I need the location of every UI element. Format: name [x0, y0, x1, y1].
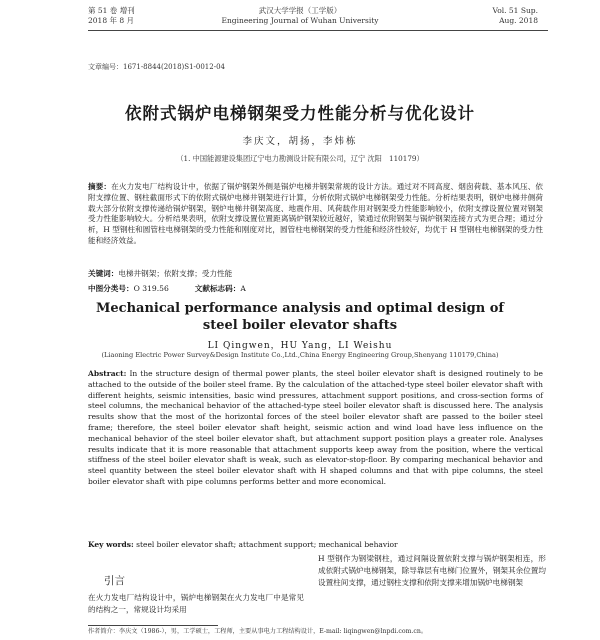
paper-title-cn: 依附式锅炉电梯钢架受力性能分析与优化设计 [125, 104, 475, 123]
date-en: Aug. 2018 [499, 16, 538, 25]
keywords-en-text: steel boiler elevator shaft; attachment support; mechanical behavior [136, 540, 398, 549]
body-column-left: 在火力发电厂结构设计中，锅炉电梯钢架在火力发电厂中是常见的结构之一，常规设计均采用 [88, 593, 304, 615]
clc-value: O 319.56 [133, 284, 169, 293]
keywords-en-label: Key words: [88, 540, 134, 549]
paper-title-en [0, 300, 600, 334]
doc-code-label: 文献标志码： [194, 284, 241, 293]
section-heading-introduction: 引言 [104, 575, 125, 587]
affiliation-en: (Liaoning Electric Power Survey&Design Institute Co.,Ltd.,China Energy Engineering Group,Shenyang 110179,China) [101, 351, 499, 359]
abstract-cn-label: 摘要： [88, 182, 112, 191]
body-column-right: H 型钢作为钢梁钢柱，通过间隔设置依附支撑与锅炉钢架相连，形成依附式锅炉电梯钢架，除导靠层有电梯门位置外，钢架其余位置均设置柱间支撑，通过钢柱支撑和依附支撑来增加锅炉电梯钢架 [318, 554, 546, 588]
doc-code-value: A [240, 284, 246, 293]
header-rule [88, 30, 548, 31]
affiliation-cn: （1. 中国能源建设集团辽宁电力勘测设计院有限公司，辽宁 沈阳 110179） [176, 154, 424, 163]
keywords-cn [88, 269, 543, 279]
clc-label: 中图分类号： [88, 284, 134, 293]
authors-cn: 李庆文，胡扬，李炜栋 [242, 136, 358, 147]
journal-name-en: Engineering Journal of Wuhan University [221, 16, 379, 25]
author-footnote: 作者简介：李庆文（1986-），男，工学硕士，工程师，主要从事电力工程结构设计，E-mail: liqingwen@lnpdi.com.cn。 [88, 628, 428, 635]
volume-cn: 第 51 卷 增刊 [88, 6, 135, 15]
date-cn: 2018 年 8 月 [88, 16, 135, 25]
abstract-cn [88, 182, 543, 247]
paper-title-en-line1: Mechanical performance analysis and optimal design of [96, 301, 504, 316]
authors-en: LI Qingwen，HU Yang，LI Weishu [207, 341, 393, 351]
keywords-en [88, 540, 543, 550]
volume-en: Vol. 51 Sup. [492, 6, 538, 15]
article-number: 文章编号：1671-8844(2018)S1-0012-04 [88, 63, 225, 71]
paper-title-en-line2: steel boiler elevator shafts [202, 318, 398, 333]
abstract-cn-text: 在火力发电厂结构设计中，依据了锅炉钢架外侧是锅炉电梯井钢架常规的设计方法。通过对不同高度、烟囱荷载、基本风压、依附支撑位置、钢柱截面形式下的依附式锅炉电梯井钢架进行计算，分析依附式锅炉电梯钢架受力性能。分析结果表明，钢炉电梯井侧荷载大部分依附支撑传递给锅炉钢架，钢炉电梯井钢架高度、地震作用、风荷载作用对钢架受力性能影响较小，依附支撑设置位置对钢架受力性能影响较大。分析结果表明，依附支撑设置位置距离锅炉钢架较近越好，梁通过依附钢架与锅炉钢架连接方式为更合理；通过分析，H 型钢柱和圆管柱电梯钢架的受力性能和刚度对比，圆管柱电梯钢架的受力性能和经济性较好，均优于 H 型钢柱电梯钢架的受力性能和经济效益。 [88, 182, 544, 245]
abstract-en-text: In the structure design of thermal power plants, the steel boiler elevator shaft is designed routinely to be attached to the outside of the boiler steel frame. By the calculation of the attached-type steel boiler elevator shaft with different heights, seismic intensities, basic wind pressures, attachment support positions, and cross-section forms of steel columns, the mechanical behavior of the attached-type steel boiler elevator shaft is discussed here. The analysis results show that the most of the horizontal forces of the steel boiler elevator shaft are passed to the boiler steel frame; therefore, the steel boiler elevator shaft height, seismic action and wind load have less influence on the mechanical behavior of the steel boiler elevator shaft, but attachment support position plays a greater role. Analyses results indicate that it is more reasonable that attachment supports keep away from the position, where the vertical stiffness of the steel boiler elevator shaft is weak, such as elevator-stop-floor. By comparing mechanical behavior and steel quantity between the steel boiler elevator shaft with H shaped columns and that with pipe columns, the steel boiler elevator shaft with pipe columns performs better and more economical. [88, 369, 543, 486]
abstract-en [88, 369, 543, 488]
abstract-en-label: Abstract: [88, 369, 127, 378]
classification-line [88, 284, 543, 294]
journal-name-cn: 武汉大学学报（工学版） [258, 6, 342, 15]
keywords-cn-text: 电梯井钢架；依附支撑；受力性能 [118, 269, 233, 278]
running-header-right [493, 6, 539, 26]
keywords-cn-label: 关键词： [88, 269, 119, 278]
